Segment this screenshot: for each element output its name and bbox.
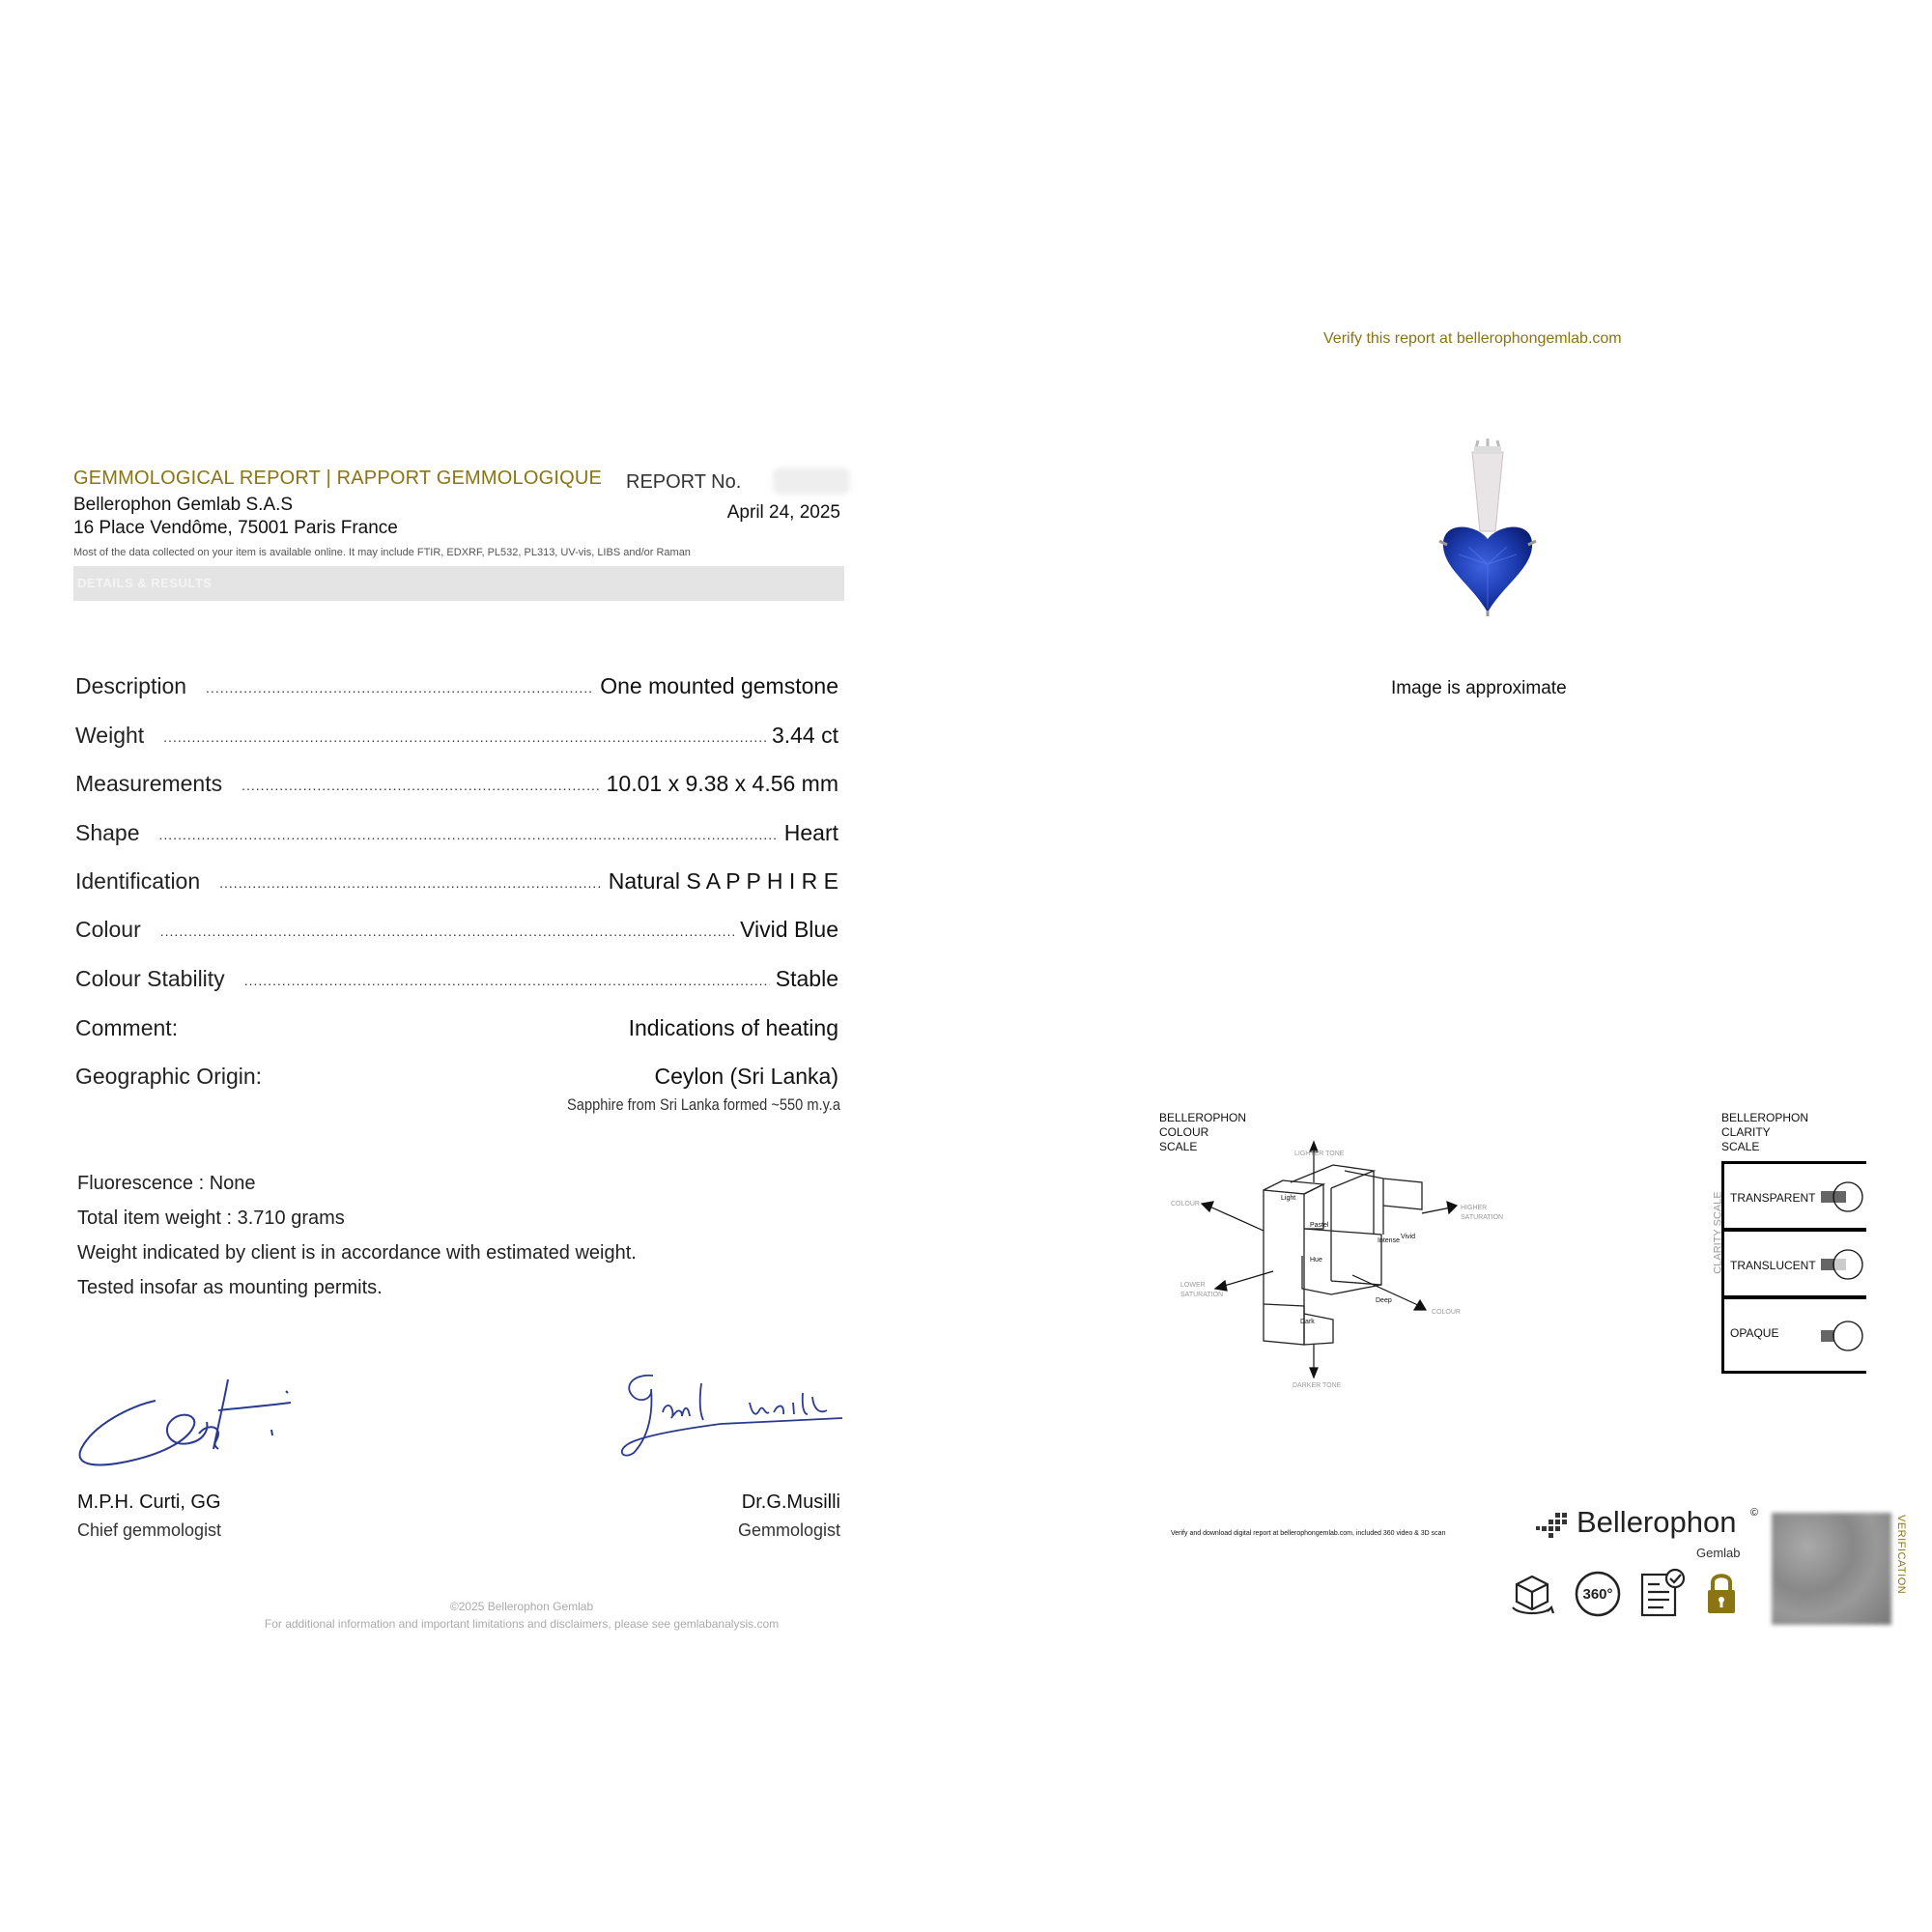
360-video-icon[interactable] [1573,1569,1623,1619]
colour-label-hue: Hue [1310,1257,1322,1264]
colour-label-intense: Intense [1378,1237,1400,1244]
section-bar-label: DETAILS & RESULTS [77,576,213,590]
footer-disclaimer: For additional information and important limitations and disclaimers, please see gemlabanalysis.com [264,1617,780,1631]
download-note: Verify and download digital report at bellerophongemlab.com, included 360 video & 3D scan [1171,1530,1446,1537]
detail-label: Measurements [75,771,223,796]
section-bar [73,566,844,601]
detail-value: Indications of heating [628,1015,838,1040]
brand-logo-icon [1536,1513,1571,1540]
translucent-icon [1821,1247,1863,1282]
detail-label: Identification [75,868,201,894]
colour-label-vivid: Vivid [1401,1234,1416,1240]
detail-row-colour-stability [75,963,838,992]
lock-icon[interactable] [1704,1571,1739,1615]
clarity-label: TRANSLUCENT [1730,1259,1816,1272]
footer-copyright: ©2025 Bellerophon Gemlab [449,1600,594,1613]
signatory-name-1: M.P.H. Curti, GG [77,1492,221,1513]
opaque-icon [1821,1319,1863,1353]
detail-label: Colour [75,917,141,942]
detail-row-colour [75,914,838,943]
detail-value: One mounted gemstone [600,673,838,698]
colour-label-colour-right: COLOUR [1432,1309,1461,1316]
detail-label: Weight [75,723,145,748]
verification-label: VERIFICATION [1895,1515,1907,1595]
detail-value: Natural S A P P H I R E [608,868,838,894]
report-number-label: REPORT No. [626,471,742,493]
clarity-level-opaque [1721,1296,1866,1374]
colour-label-deep: Deep [1376,1297,1392,1304]
detail-value: Ceylon (Sri Lanka) [654,1064,838,1089]
colour-scale-diagram [1159,1140,1565,1391]
colour-scale-title: BELLEROPHON COLOUR SCALE [1159,1111,1247,1153]
360-badge-label: 360° [1582,1586,1613,1603]
detail-label: Description [75,673,187,698]
weight-accordance-text: Weight indicated by client is in accordance with estimated weight. [77,1242,637,1264]
colour-label-light: Light [1281,1195,1296,1202]
report-date: April 24, 2025 [726,502,840,523]
clarity-label: TRANSPARENT [1730,1191,1816,1205]
company-address: 16 Place Vendôme, 75001 Paris France [73,518,398,538]
heart-sapphire-image [1430,439,1546,622]
colour-label-lighter-tone: LIGHTER TONE [1294,1151,1345,1157]
detail-value: 10.01 x 9.38 x 4.56 mm [606,771,838,796]
clarity-label: OPAQUE [1730,1326,1779,1340]
report-title: GEMMOLOGICAL REPORT | RAPPORT GEMMOLOGIQUE [73,468,603,489]
detail-label: Comment: [75,1015,179,1040]
signature-curti [73,1372,305,1478]
verification-qr-code[interactable] [1772,1513,1891,1625]
3d-scan-icon[interactable] [1507,1569,1557,1619]
brand-subtitle: Gemlab [1696,1546,1741,1560]
image-caption: Image is approximate [1391,678,1567,698]
colour-label-colour-left: COLOUR [1171,1201,1200,1208]
origin-note: Sapphire from Sri Lanka formed ~550 m.y.a [567,1095,840,1114]
certificate-check-icon[interactable] [1638,1567,1689,1619]
detail-row-identification [75,866,838,895]
transparent-icon [1821,1179,1863,1214]
colour-label-darker-tone: DARKER TONE [1293,1382,1342,1389]
signatory-role-1: Chief gemmologist [77,1520,222,1540]
colour-label-dark: Dark [1300,1319,1315,1325]
detail-value: Heart [783,820,838,845]
detail-row-measurements [75,768,838,797]
detail-label: Geographic Origin: [75,1064,263,1089]
brand-name: Bellerophon [1577,1505,1737,1539]
detail-row-weight [75,720,838,749]
registered-mark-icon: © [1750,1507,1759,1519]
total-weight-text: Total item weight : 3.710 grams [77,1208,345,1229]
colour-label-higher-sat-1: HIGHER [1461,1205,1488,1211]
detail-row-shape [75,817,838,846]
clarity-level-translucent [1721,1229,1866,1298]
detail-row-geographic-origin [75,1061,838,1090]
tested-note-text: Tested insofar as mounting permits. [77,1277,383,1298]
colour-label-higher-sat-2: SATURATION [1461,1214,1504,1221]
report-number-redacted [773,468,850,495]
clarity-level-transparent [1721,1161,1866,1231]
detail-label: Shape [75,820,140,845]
clarity-axis-label: CLARITY SCALE [1712,1191,1724,1274]
signature-musilli [614,1364,846,1461]
data-note: Most of the data collected on your item is available online. It may include FTIR, EDXRF, PL532, PL313, UV-vis, LIBS and/or Raman [73,547,691,558]
clarity-scale-title: BELLEROPHON CLARITY SCALE [1721,1111,1809,1153]
detail-value: 3.44 ct [771,723,838,748]
company-name: Bellerophon Gemlab S.A.S [73,495,294,515]
detail-label: Colour Stability [75,966,225,991]
signatory-role-2: Gemmologist [737,1520,840,1540]
colour-label-lower-sat-2: SATURATION [1180,1292,1224,1298]
verify-link[interactable]: Verify this report at bellerophongemlab.com [1323,330,1622,347]
fluorescence-text: Fluorescence : None [77,1173,256,1194]
detail-row-comment [75,1012,838,1041]
detail-value: Stable [775,966,838,991]
signatory-name-2: Dr.G.Musilli [741,1492,840,1513]
colour-label-lower-sat-1: LOWER [1180,1282,1206,1289]
colour-label-pastel: Pastel [1310,1222,1329,1229]
detail-value: Vivid Blue [740,917,838,942]
detail-row-description [75,670,838,699]
